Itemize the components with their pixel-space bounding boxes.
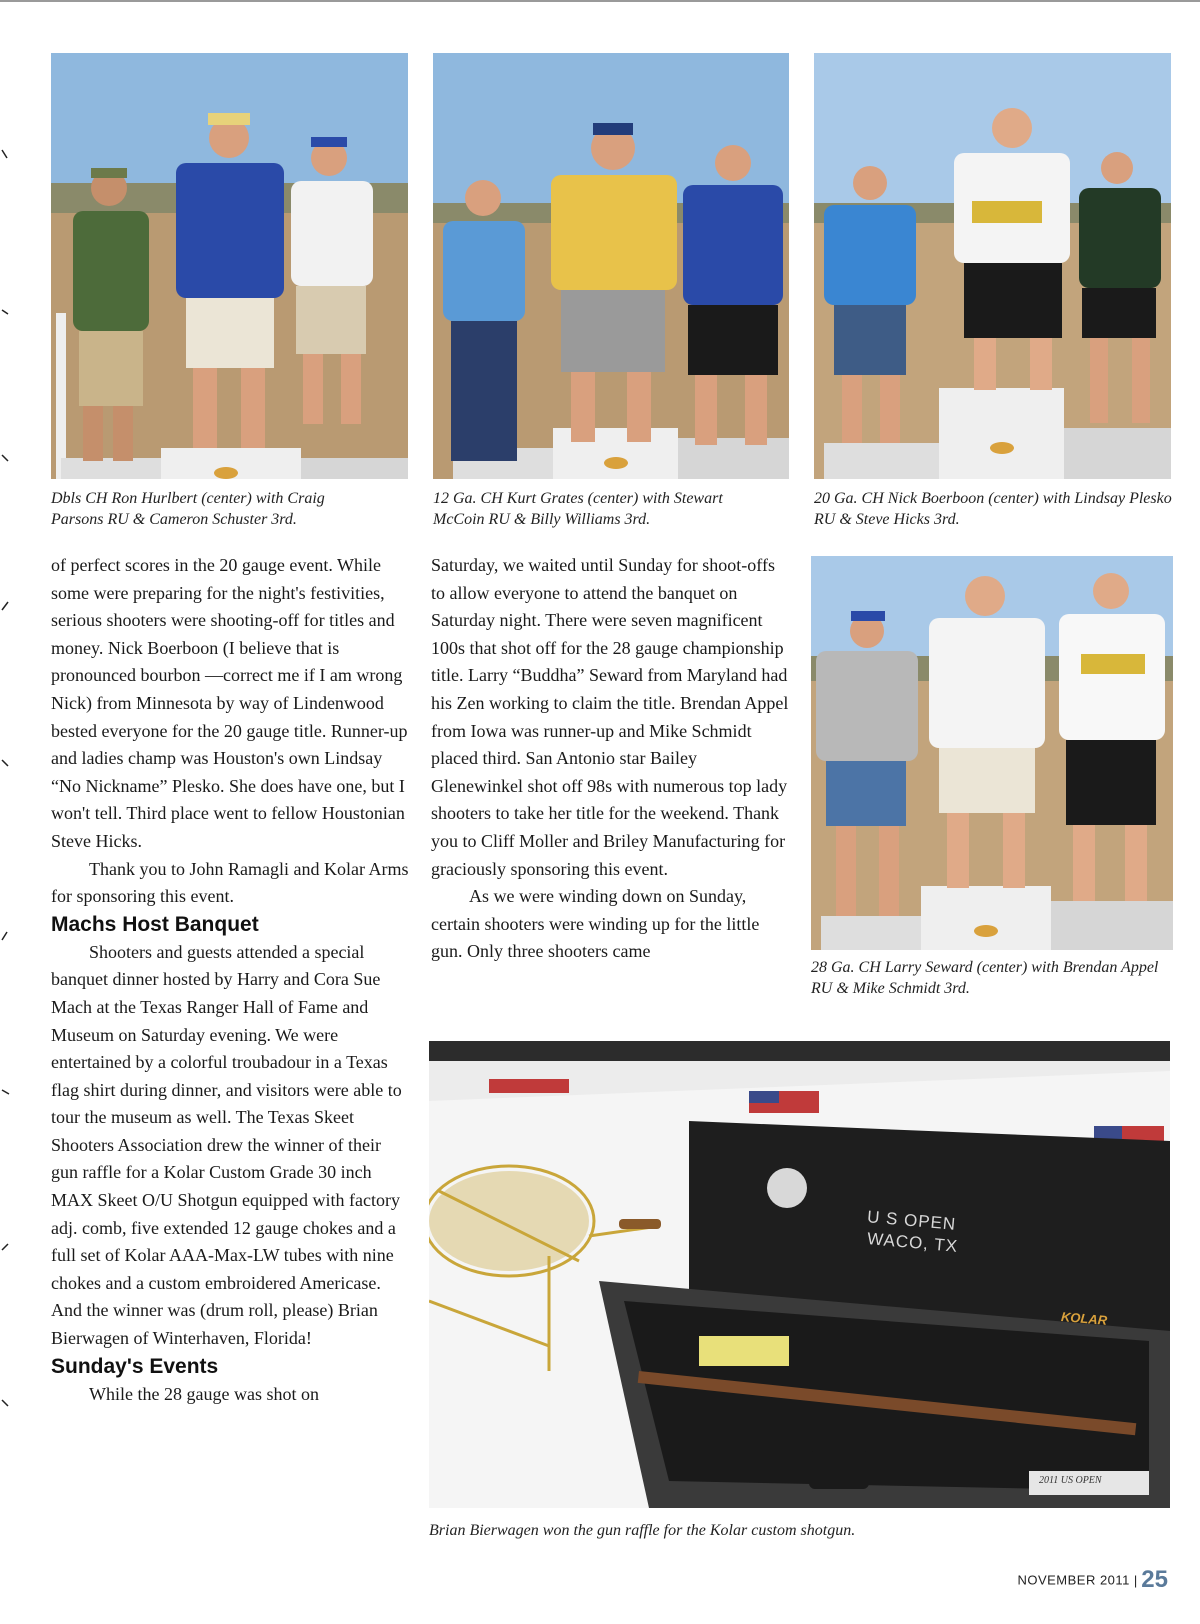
photo-28-gauge-champions [811,556,1173,950]
photo-doubles-champions [51,53,408,479]
page-footer [1017,1566,1168,1594]
case-label-line2: WACO, TX [866,1229,959,1256]
column1-paragraph-2: Thank you to John Ramagli and Kolar Arms for sponsoring this event. [51,858,409,907]
column2-paragraph-1: Saturday, we waited until Sunday for shoot-offs to allow everyone to attend the banquet on Saturday night. There were seven magnificent 100s that shot off for the 28 gauge championship title. Larry “Buddha” Seward from Maryland had his Zen working to claim the title. Brendan Appel from Iowa was runner-up and Mike Schmidt placed third. San Antonio star Bailey Glenewinkel shot off 98s with numerous top lady shooters to take her title for the weekend. Thank you to Cliff Moller and Briley Manufacturing for graciously sponsoring this event. [431,555,789,879]
section-heading-sundays-events: Sunday's Events [51,1354,219,1378]
article-column-2 [431,552,789,966]
photo5-caption: Brian Bierwagen won the gun raffle for the Kolar custom shotgun. [429,1522,856,1539]
column1-paragraph-3: Shooters and guests attended a special banquet dinner hosted by Harry and Cora Sue Mach at the Texas Ranger Hall of Fame and Museum on Saturday evening. We were entertained by a colorful troubadour in a Texas flag shirt during dinner, and visitors were able to tour the museum as well. The Texas Skeet Shooters Association drew the winner of their gun raffle for a Kolar Custom Grade 30 inch MAX Skeet O/U Shotgun equipped with factory adj. comb, five extended 12 gauge chokes and a full set of Kolar AAA-Max-LW tubes with nine chokes and a custom embroidered Americase. And the winner was (drum roll, please) Brian Bierwagen of Winterhaven, Florida! [51,941,402,1349]
photo1-caption: Dbls CH Ron Hurlbert (center) with Craig Parsons RU & Cameron Schuster 3rd. [51,490,325,528]
case-brand-label: KOLAR [1060,1309,1108,1328]
page-number: 25 [1141,1566,1168,1593]
article-column-1 [51,552,409,1408]
photo4-caption: 28 Ga. CH Larry Seward (center) with Brendan Appel RU & Mike Schmidt 3rd. [811,959,1159,997]
photo-gun-raffle [429,1041,1170,1508]
photo2-caption: 12 Ga. CH Kurt Grates (center) with Stewart McCoin RU & Billy Williams 3rd. [433,490,723,528]
footer-issue-date: NOVEMBER 2011 [1017,1572,1130,1588]
column1-paragraph-1: of perfect scores in the 20 gauge event. While some were preparing for the night's festivities, serious shooters were shooting-off for titles and money. Nick Boerboon (I believe that is pronounced bourbon —correct me if I am wrong Nick) from Minnesota by way of Lindenwood bested everyone for the 20 gauge title. Runner-up and ladies champ was Houston's own Lindsay “No Nickname” Plesko. She does have one, but I won't tell. Third place went to fellow Houstonian Steve Hicks. [51,555,408,851]
column2-paragraph-2: As we were winding down on Sunday, certain shooters were winding up for the little gun. Only three shooters came [431,886,760,962]
margin-ticks [0,0,12,1624]
case-label-line1: U S OPEN [866,1207,957,1234]
column1-paragraph-4: While the 28 gauge was shot on [89,1383,319,1404]
case-tag-label: 2011 US OPEN [1039,1475,1102,1486]
section-heading-machs-host-banquet: Machs Host Banquet [51,912,259,936]
photo-12-gauge-champions [433,53,789,479]
top-rule [0,0,1200,2]
photo3-caption: 20 Ga. CH Nick Boerboon (center) with Lindsay Plesko RU & Steve Hicks 3rd. [814,490,1172,528]
footer-separator: | [1133,1572,1138,1588]
photo-20-gauge-champions [814,53,1171,479]
